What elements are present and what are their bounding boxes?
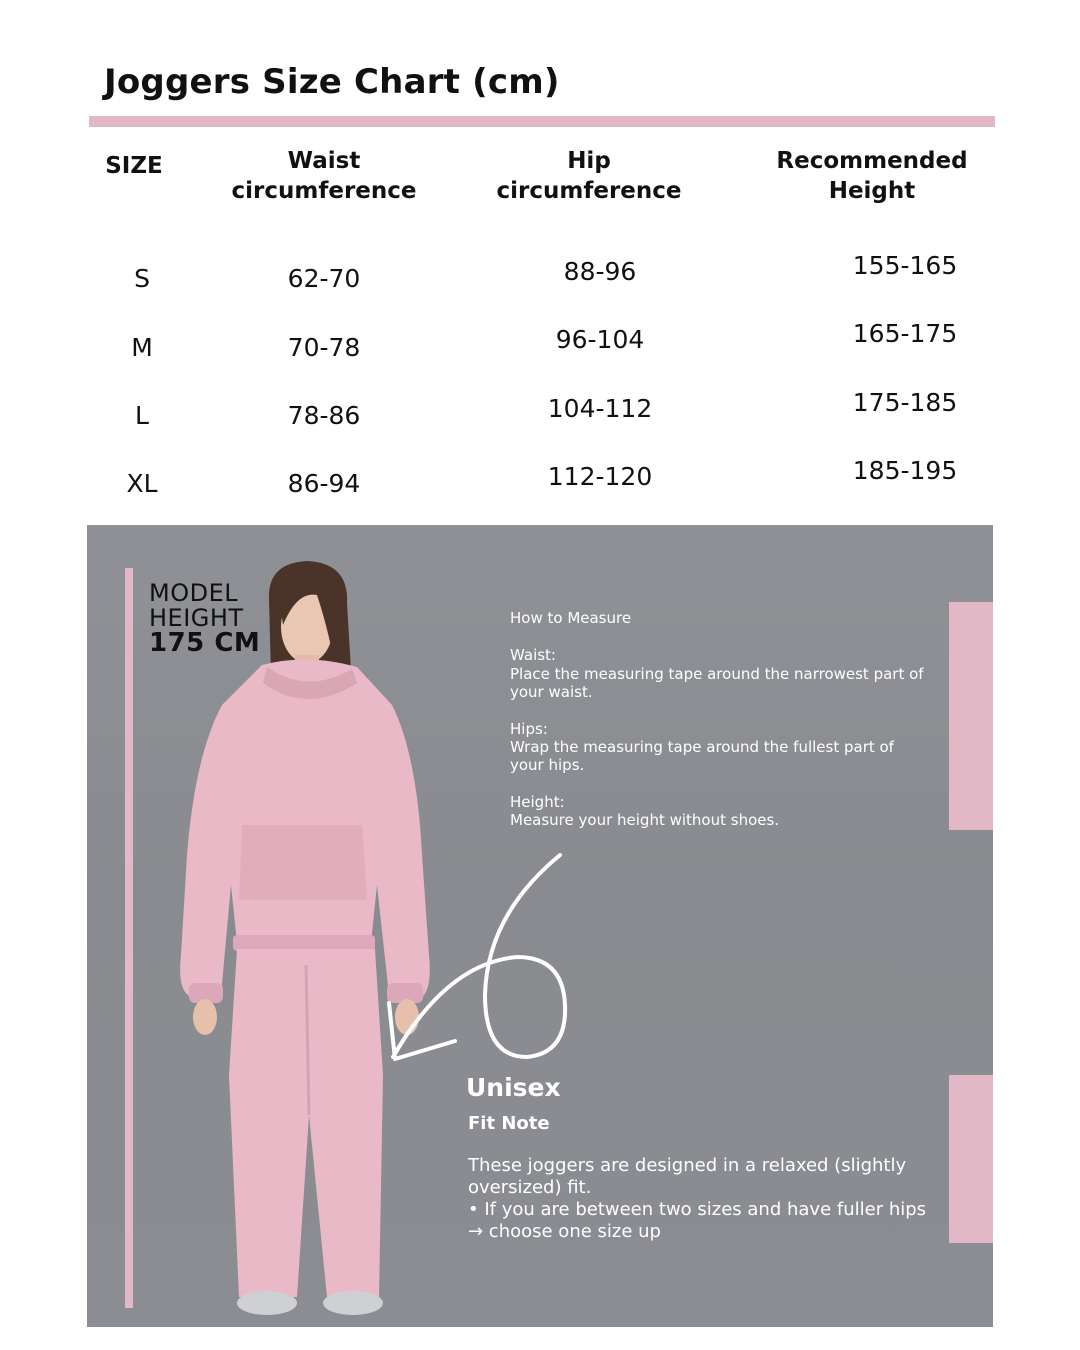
title-underline — [89, 116, 995, 127]
measure-waist-label: Waist: — [510, 646, 556, 664]
measure-hips-text: Wrap the measuring tape around the fullest part of your hips. — [510, 738, 894, 774]
header-height: Recommended Height — [776, 148, 968, 204]
table-cell-hip: 96-104 — [555, 325, 645, 354]
table-cell-size: S — [134, 264, 150, 293]
table-cell-height: 175-185 — [852, 388, 958, 417]
model-photo-panel — [87, 525, 993, 1327]
table-cell-hip: 112-120 — [547, 462, 653, 491]
table-cell-size: L — [135, 401, 149, 430]
measure-hips-label: Hips: — [510, 720, 548, 738]
table-cell-height: 185-195 — [852, 456, 958, 485]
model-height-value: 175 CM — [149, 628, 261, 658]
hand-drawn-arrow-icon — [377, 845, 577, 1065]
model-label-line2: HEIGHT — [149, 604, 244, 632]
measure-waist-text: Place the measuring tape around the narrowest part of your waist. — [510, 665, 924, 701]
table-cell-size: XL — [126, 469, 158, 498]
table-cell-waist: 86-94 — [287, 469, 361, 498]
header-hip: Hip circumference — [496, 148, 682, 204]
model-height-label — [149, 581, 260, 656]
page-title: Joggers Size Chart (cm) — [104, 62, 560, 102]
table-cell-waist: 62-70 — [287, 264, 361, 293]
table-cell-height: 165-175 — [852, 319, 958, 348]
table-cell-waist: 78-86 — [287, 401, 361, 430]
table-cell-size: M — [131, 333, 153, 362]
height-indicator-bar — [125, 568, 133, 1308]
measure-height-text: Measure your height without shoes. — [510, 811, 780, 829]
model-label-line1: MODEL — [149, 579, 239, 607]
measure-height-label: Height: — [510, 793, 565, 811]
fit-note-line2: • If you are between two sizes and have fuller hips → choose one size up — [468, 1199, 927, 1242]
header-waist: Waist circumference — [231, 148, 417, 204]
fit-note-text — [468, 1155, 938, 1243]
fit-note-title: Fit Note — [468, 1113, 550, 1134]
how-to-measure-title: How to Measure — [510, 609, 632, 627]
accent-block-top — [949, 602, 993, 830]
table-cell-hip: 88-96 — [563, 257, 637, 286]
fit-note-line1: These joggers are designed in a relaxed (slightly oversized) fit. — [468, 1155, 907, 1198]
header-size: SIZE — [105, 153, 163, 179]
table-cell-waist: 70-78 — [287, 333, 361, 362]
unisex-label: Unisex — [466, 1073, 561, 1102]
accent-block-bottom — [949, 1075, 993, 1243]
table-cell-hip: 104-112 — [547, 394, 653, 423]
table-cell-height: 155-165 — [852, 251, 958, 280]
